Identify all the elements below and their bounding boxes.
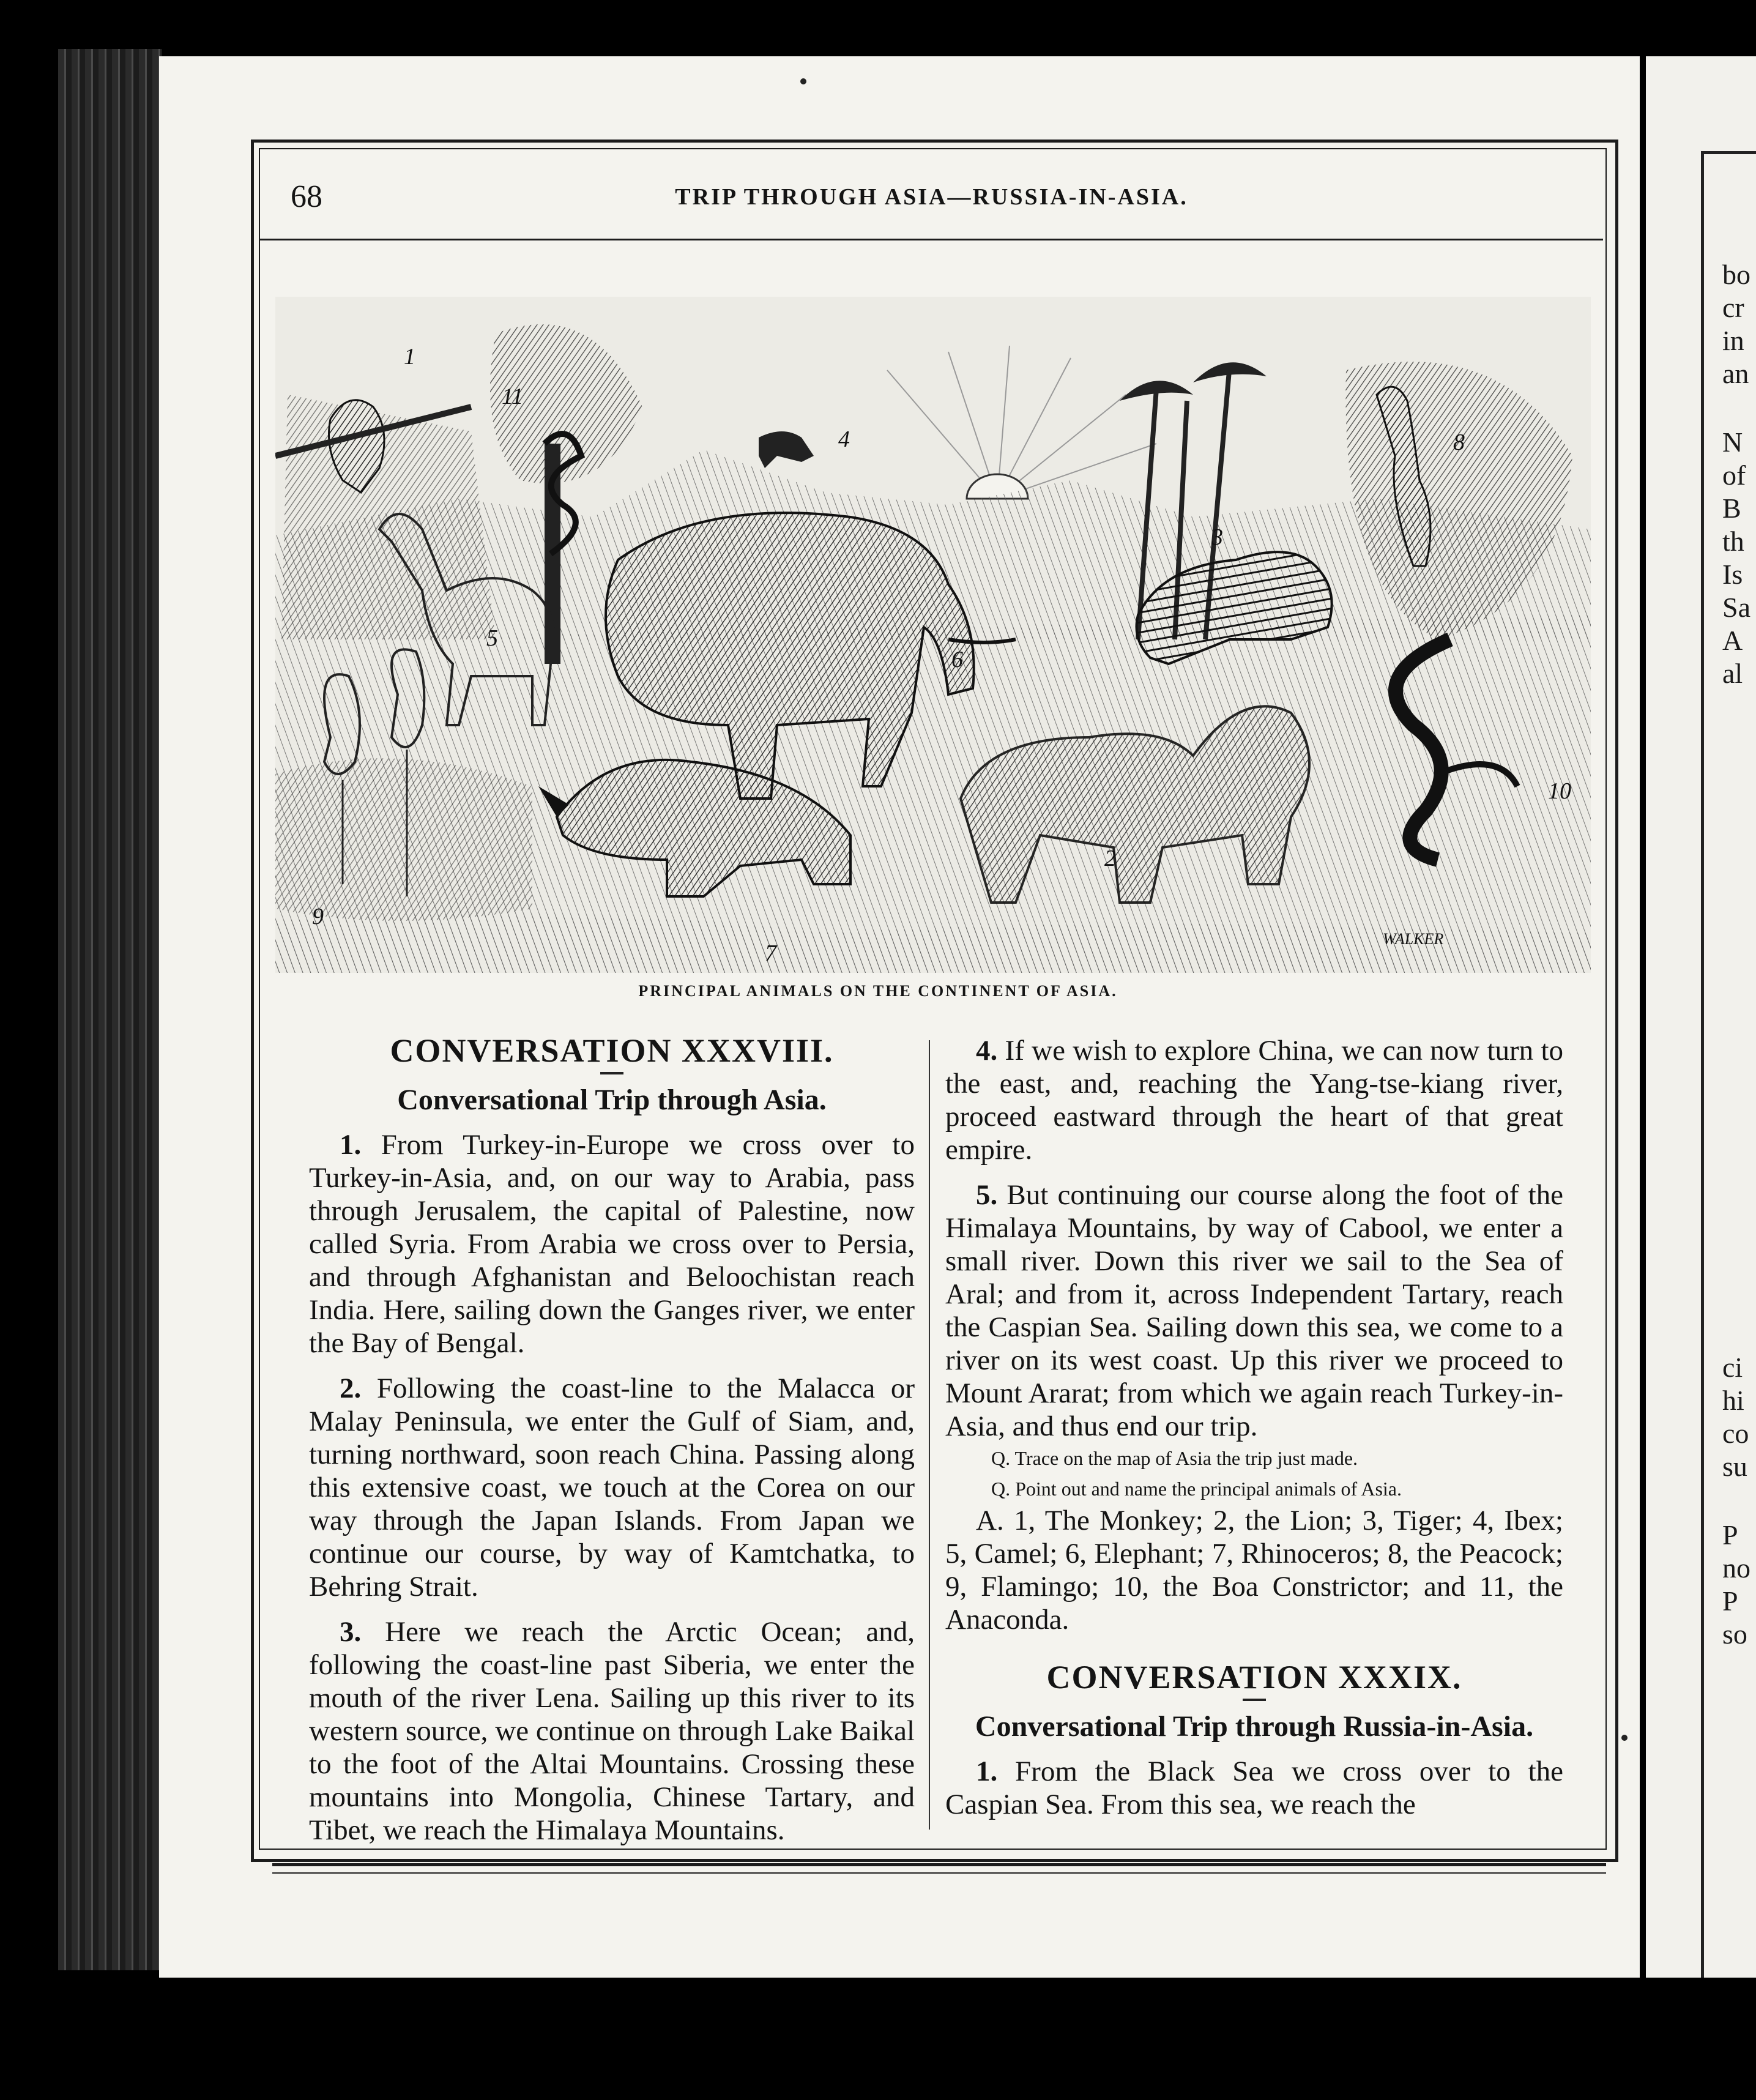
adjacent-page-edge (1646, 56, 1756, 1978)
paragraph-text: From Turkey-in-Europe we cross over to Turkey-in-Asia, and, on our way to Arabia, pass through Jerusalem, the capital of Palestine, now called Syria. From Arabia we cross over to Persia, and through Afghanistan and Beloochistan reach India. Here, sailing down the Ganges river, we enter the Bay of Bengal. (309, 1129, 915, 1359)
label-1: 1 (404, 344, 415, 370)
paragraph-number: 4. (976, 1035, 998, 1067)
paragraph-39-1 (945, 1755, 1563, 1821)
paragraph-number: 1. (340, 1129, 362, 1161)
conversation-39-title: CONVERSATION XXXIX. (1046, 1659, 1462, 1696)
bottom-rule-thick (272, 1863, 1606, 1866)
bottom-rule-thin (272, 1872, 1606, 1874)
answer: A. 1, The Monkey; 2, the Lion; 3, Tiger; 4, Ibex; 5, Camel; 6, Elephant; 7, Rhinoceros; 8, the Peacock; 9, Flamingo; 10, the Boa Constrictor; and 11, the Anaconda. (945, 1505, 1563, 1636)
engraving-svg (275, 297, 1591, 973)
book-spine-edges (58, 49, 162, 1970)
engraver-signature: WALKER (1383, 930, 1444, 948)
column-divider (929, 1040, 930, 1830)
paragraph-text: Here we reach the Arctic Ocean; and, following the coast-line past Siberia, we enter the mouth of the river Lena. Sailing up this river to its western source, we continue on through Lake Baikal to the foot of the Altai Mountains. Crossing these mountains into Mongolia, Chinese Tartary, and Tibet, we reach the Himalaya Mountains. (309, 1616, 915, 1846)
page-number: 68 (291, 179, 322, 214)
label-9: 9 (312, 904, 324, 929)
np-fragment: B (1722, 493, 1741, 524)
ink-speck (800, 78, 806, 84)
left-column (309, 1034, 915, 1847)
label-5: 5 (486, 625, 498, 651)
np-fragment: A (1722, 625, 1743, 656)
page-header (260, 165, 1603, 240)
adjacent-page-text (1722, 258, 1756, 1686)
np-fragment: hi (1722, 1385, 1744, 1416)
np-fragment: no (1722, 1552, 1750, 1584)
label-7: 7 (765, 940, 776, 966)
np-fragment: N (1722, 426, 1743, 458)
np-fragment: bo (1722, 259, 1750, 290)
question-2: Q. Point out and name the principal animals of Asia. (991, 1478, 1402, 1500)
label-3: 3 (1211, 524, 1223, 550)
np-fragment: Sa (1722, 592, 1750, 623)
title-dash (1243, 1699, 1266, 1701)
paragraph-3 (309, 1615, 915, 1847)
illustration-caption: PRINCIPAL ANIMALS ON THE CONTINENT OF ASIA. (638, 982, 1118, 1000)
np-fragment: th (1722, 526, 1744, 557)
paragraph-number: 1. (976, 1756, 998, 1787)
paragraph-text: But continuing our course along the foot of the Himalaya Mountains, by way of Cabool, we enter a small river. Down this river we sail to the Sea of Aral; and from it, across Independent Tartary, reach the Caspian Sea. Sailing down this sea, we come to a river on its west coast. Up this river we proceed to Mount Ararat; from which we again reach Turkey-in-Asia, and thus end our trip. (945, 1179, 1564, 1442)
label-10: 10 (1548, 778, 1571, 804)
paragraph-text: Following the coast-line to the Malacca or Malay Peninsula, we enter the Gulf of Siam, and, turning northward, soon reach China. Passing along this extensive coast, we touch at the Corea on our way through the Japan Islands. From Japan we continue our course, by way of Kamtchatka, to Behring Strait. (309, 1372, 915, 1603)
pond-reeds (275, 758, 532, 921)
conversation-38-title: CONVERSATION XXXVIII. (390, 1032, 834, 1069)
conversation-39-subtitle: Conversational Trip through Russia-in-Asia. (975, 1710, 1534, 1743)
np-fragment: so (1722, 1618, 1747, 1650)
np-fragment: su (1722, 1451, 1747, 1482)
label-8: 8 (1453, 430, 1465, 455)
paragraph-text: If we wish to explore China, we can now turn to the east, and, reaching the Yang-tse-kiang river, proceed eastward through the heart of that great empire. (945, 1035, 1564, 1166)
label-11: 11 (502, 384, 524, 409)
paragraph-text: From the Black Sea we cross over to the Caspian Sea. From this sea, we reach the (945, 1756, 1563, 1820)
np-fragment: cr (1722, 292, 1744, 323)
paragraph-number: 5. (976, 1179, 998, 1211)
np-fragment: ci (1722, 1352, 1743, 1383)
label-6: 6 (951, 647, 963, 672)
conversation-38-subtitle: Conversational Trip through Asia. (397, 1084, 827, 1116)
paragraph-4 (945, 1034, 1563, 1166)
paragraph-5 (945, 1178, 1563, 1443)
np-fragment: co (1722, 1418, 1749, 1449)
question-1: Q. Trace on the map of Asia the trip just made. (991, 1447, 1358, 1469)
label-2: 2 (1104, 846, 1116, 871)
paragraph-number: 2. (340, 1372, 362, 1404)
paragraph-number: 3. (340, 1616, 362, 1648)
np-fragment: P (1722, 1585, 1738, 1617)
label-4: 4 (838, 426, 850, 452)
np-fragment: in (1722, 325, 1744, 356)
np-fragment: Is (1722, 559, 1743, 590)
np-fragment: of (1722, 460, 1746, 491)
animals-engraving (275, 297, 1591, 973)
np-fragment: al (1722, 658, 1743, 689)
right-column (945, 1034, 1563, 1821)
np-fragment: P (1722, 1519, 1738, 1551)
paragraph-2 (309, 1372, 915, 1603)
running-head: TRIP THROUGH ASIA—RUSSIA-IN-ASIA. (675, 184, 1188, 210)
np-fragment: an (1722, 358, 1749, 389)
ink-speck (1621, 1735, 1628, 1741)
paragraph-1 (309, 1128, 915, 1360)
title-dash (600, 1072, 623, 1074)
